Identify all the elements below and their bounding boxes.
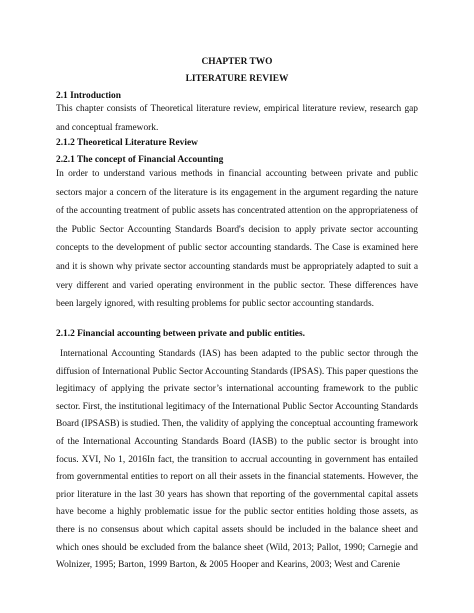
section-heading-introduction: 2.1 Introduction: [56, 91, 121, 101]
paragraph-financial-accounting-concept: In order to understand various methods in financial accounting between private and public sectors major a concern of the literature is its engagement in the argument regarding the nature of the accounting treatment of public assets has concentrated attention on the appropriateness of the Public Sector Accounting Standards Board's decision to apply private sector accounting concepts to the development of public sector accounting standards. The Case is examined here and it is shown why private sector accounting standards must be appropriately adapted to suit a very different and varied operating environment in the public sector. These differences have been largely ignored, with resulting problems for public sector accounting standards.: [56, 169, 418, 310]
paragraph-introduction: This chapter consists of Theoretical literature review, empirical literature review, research gap and conceptual framework.: [56, 104, 418, 133]
section-heading-financial-accounting-concept: 2.2.1 The concept of Financial Accounting: [56, 155, 224, 165]
chapter-subtitle: LITERATURE REVIEW: [185, 74, 289, 84]
paragraph-private-public-entities: International Accounting Standards (IAS) has been adapted to the public sector through the diffusion of International Public Sector Accounting Standards (IPSAS). This paper questions the legitimacy of applying the private sector’s international accounting framework to the public sector. First, the institutional legitimacy of the International Public Sector Accounting Standards Board (IPSASB) is studied. Then, the validity of applying the conceptual accounting framework of the International Accounting Standards Board (IASB) to the public sector is brought into focus. XVI, No 1, 2016In fact, the transition to accrual accounting in government has entailed from governmental entities to report on all their assets in the financial statements. However, the prior literature in the last 30 years has shown that reporting of the governmental capital assets have become a highly problematic issue for the public sector entities holding those assets, as there is no consensus about which capital assets should be included in the balance sheet and which ones should be excluded from the balance sheet (Wild, 2013; Pallot, 1990; Carnegie and Wolnizer, 1995; Barton, 1999 Barton, & 2005 Hooper and Kearins, 2003; West and Carenie: [56, 349, 418, 571]
section-heading-theoretical-review: 2.1.2 Theoretical Literature Review: [56, 138, 198, 148]
section-heading-private-public-entities: 2.1.2 Financial accounting between private and public entities.: [56, 329, 305, 339]
chapter-title: CHAPTER TWO: [201, 57, 273, 67]
